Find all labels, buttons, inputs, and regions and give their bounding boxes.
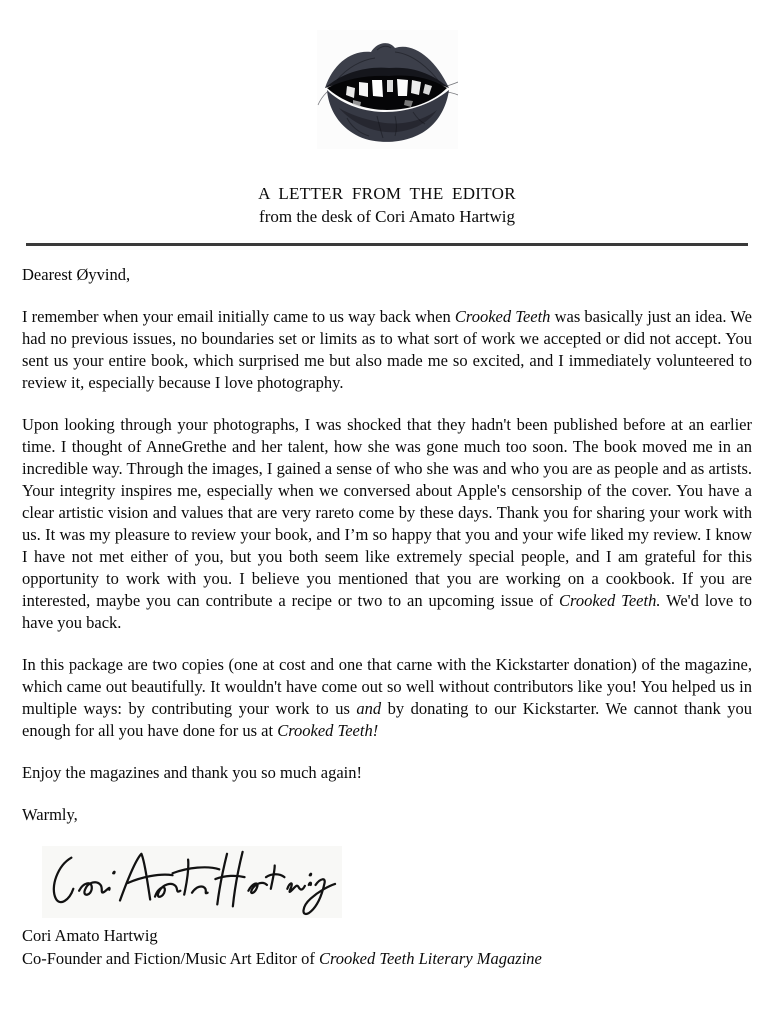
magazine-title-italic: Crooked Teeth Literary Magazine [318, 949, 542, 968]
salutation: Dearest Øyvind, [22, 265, 131, 284]
text-run: was basically just an idea. We had no previous issues, no boundaries set or limits as to what sort of work we accepted or did not accept. You sent us your entire book, which surprised me but also made me so excited, and I immediately volunteered to review it, especially because I love photography. [22, 307, 752, 392]
lips-illustration [317, 30, 458, 149]
text-run: We'd love to have you back. [22, 591, 752, 632]
magazine-title-italic: Crooked Teeth! [277, 721, 379, 740]
closing-line: Enjoy the magazines and thank you so much again! [22, 763, 362, 782]
letter-subtitle: from the desk of Cori Amato Hartwig [259, 207, 515, 226]
text-run: by donating to our Kickstarter. We cannot thank you enough for all you have done for us at [22, 699, 752, 740]
divider-rule [26, 243, 748, 246]
magazine-title-italic: Crooked Teeth. [559, 591, 661, 610]
magazine-title-italic: Crooked Teeth [454, 307, 551, 326]
letter-body [22, 264, 752, 826]
paragraph-3 [22, 654, 752, 742]
signer-name: Cori Amato Hartwig [22, 926, 158, 945]
paragraph-2 [22, 414, 752, 634]
paragraph-1 [22, 306, 752, 394]
emphasis-italic: and [356, 699, 382, 718]
valediction: Warmly, [22, 805, 78, 824]
lips-icon [317, 30, 458, 149]
text-run: In this package are two copies (one at cost and one that carne with the Kickstarter donation) of the magazine, which came out beautifully. It wouldn't have come out so well without contributors like you! You helped us in multiple ways: by contributing your work to us [22, 655, 752, 718]
letter-header [0, 182, 774, 228]
signer-title [22, 947, 752, 970]
text-run: Upon looking through your photographs, I was shocked that they hadn't been published before at an earlier time. I thought of AnneGrethe and her talent, how she was gone much too soon. The book moved me in an incredible way. Through the images, I gained a sense of who she was and who you are as people and as artists. Your integrity inspires me, especially when we conversed about Apple's censorship of the cover. You have a clear artistic vision and values that are very rareto come by these days. Thank you for sharing your work with us. It was my pleasure to review your book, and I’m so happy that you and your wife liked my review. I know I have not met either of you, but you both seem like extremely special people, and I am grateful for this opportunity to work with you. I believe you mentioned that you are working on a cookbook. If you are interested, maybe you can contribute a recipe or two to an upcoming issue of [22, 415, 752, 610]
signature-scrawl-icon [42, 846, 342, 918]
text-run: Co-Founder and Fiction/Music Art Editor of [22, 949, 319, 968]
letter-title: A LETTER FROM THE EDITOR [258, 184, 516, 203]
signature-image [42, 846, 342, 918]
text-run: I remember when your email initially came to us way back when [22, 307, 455, 326]
